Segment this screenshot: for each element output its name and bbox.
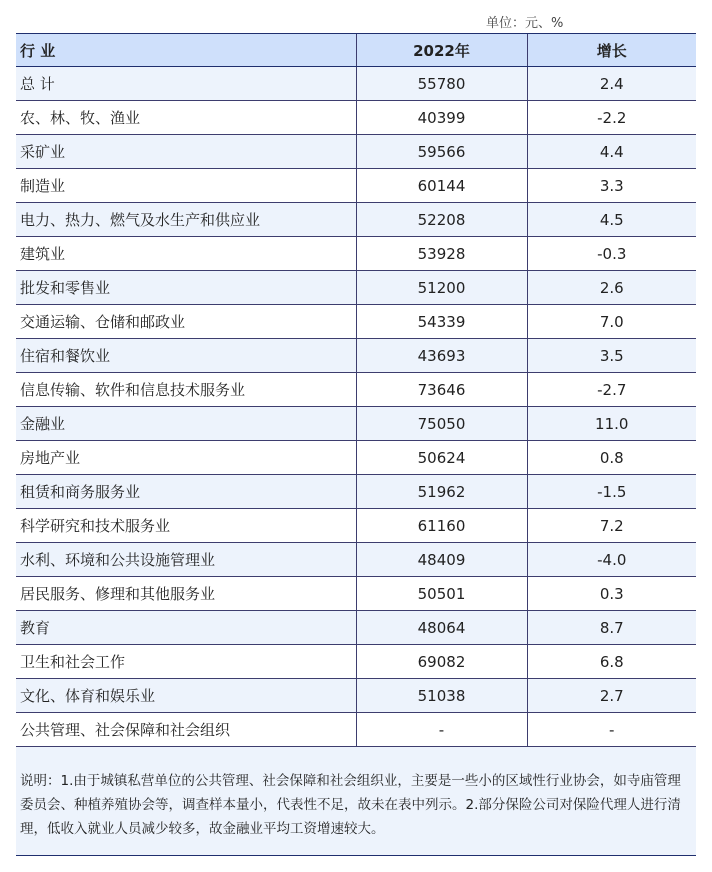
cell-industry: 农、林、牧、渔业: [16, 101, 356, 135]
table-row: [16, 169, 696, 203]
cell-industry: 公共管理、社会保障和社会组织: [16, 713, 356, 747]
cell-growth: 2.7: [527, 679, 696, 713]
cell-growth: 3.3: [527, 169, 696, 203]
table-row: [16, 543, 696, 577]
table-row: [16, 509, 696, 543]
header-growth: 增长: [527, 34, 696, 67]
cell-industry: 制造业: [16, 169, 356, 203]
table-row: [16, 407, 696, 441]
cell-growth: 0.8: [527, 441, 696, 475]
cell-wage-2022: 53928: [356, 237, 527, 271]
cell-wage-2022: 60144: [356, 169, 527, 203]
cell-growth: 4.5: [527, 203, 696, 237]
cell-industry: 文化、体育和娱乐业: [16, 679, 356, 713]
cell-industry: 租赁和商务服务业: [16, 475, 356, 509]
cell-industry: 教育: [16, 611, 356, 645]
cell-wage-2022: 73646: [356, 373, 527, 407]
cell-growth: -2.2: [527, 101, 696, 135]
cell-wage-2022: 69082: [356, 645, 527, 679]
cell-growth: 2.4: [527, 67, 696, 101]
table-row: [16, 203, 696, 237]
cell-wage-2022: 40399: [356, 101, 527, 135]
cell-industry: 建筑业: [16, 237, 356, 271]
cell-industry: 水利、环境和公共设施管理业: [16, 543, 356, 577]
table-row: [16, 271, 696, 305]
cell-wage-2022: 54339: [356, 305, 527, 339]
cell-wage-2022: 55780: [356, 67, 527, 101]
cell-growth: 7.2: [527, 509, 696, 543]
cell-industry: 住宿和餐饮业: [16, 339, 356, 373]
cell-wage-2022: 59566: [356, 135, 527, 169]
cell-growth: 2.6: [527, 271, 696, 305]
cell-growth: 4.4: [527, 135, 696, 169]
cell-wage-2022: 52208: [356, 203, 527, 237]
cell-growth: 11.0: [527, 407, 696, 441]
cell-growth: -2.7: [527, 373, 696, 407]
unit-label: 单位：元、%: [486, 16, 564, 31]
cell-industry: 电力、热力、燃气及水生产和供应业: [16, 203, 356, 237]
table-body: [16, 67, 696, 747]
cell-industry: 信息传输、软件和信息技术服务业: [16, 373, 356, 407]
table-row: [16, 645, 696, 679]
cell-industry: 总 计: [16, 67, 356, 101]
cell-growth: 6.8: [527, 645, 696, 679]
table-row: [16, 441, 696, 475]
cell-industry: 卫生和社会工作: [16, 645, 356, 679]
cell-industry: 交通运输、仓储和邮政业: [16, 305, 356, 339]
cell-industry: 金融业: [16, 407, 356, 441]
table-row: [16, 577, 696, 611]
header-year: 2022年: [356, 34, 527, 67]
cell-growth: 0.3: [527, 577, 696, 611]
cell-wage-2022: 61160: [356, 509, 527, 543]
table-row: [16, 475, 696, 509]
table-row: [16, 373, 696, 407]
table-row: [16, 67, 696, 101]
cell-wage-2022: -: [356, 713, 527, 747]
cell-growth: -1.5: [527, 475, 696, 509]
cell-growth: 7.0: [527, 305, 696, 339]
cell-growth: -4.0: [527, 543, 696, 577]
cell-wage-2022: 48409: [356, 543, 527, 577]
cell-industry: 房地产业: [16, 441, 356, 475]
table-row: [16, 305, 696, 339]
table-row: [16, 713, 696, 747]
table-row: [16, 679, 696, 713]
table-row: [16, 611, 696, 645]
cell-growth: 8.7: [527, 611, 696, 645]
cell-wage-2022: 75050: [356, 407, 527, 441]
cell-growth: -: [527, 713, 696, 747]
table-row: [16, 237, 696, 271]
cell-growth: 3.5: [527, 339, 696, 373]
cell-wage-2022: 43693: [356, 339, 527, 373]
cell-wage-2022: 48064: [356, 611, 527, 645]
cell-wage-2022: 50501: [356, 577, 527, 611]
table-row: [16, 135, 696, 169]
cell-industry: 居民服务、修理和其他服务业: [16, 577, 356, 611]
cell-wage-2022: 51200: [356, 271, 527, 305]
cell-growth: -0.3: [527, 237, 696, 271]
cell-industry: 批发和零售业: [16, 271, 356, 305]
table-header-row: [16, 34, 696, 67]
cell-wage-2022: 51038: [356, 679, 527, 713]
cell-wage-2022: 50624: [356, 441, 527, 475]
table-row: [16, 101, 696, 135]
header-industry: 行 业: [16, 34, 356, 67]
table-row: [16, 339, 696, 373]
cell-wage-2022: 51962: [356, 475, 527, 509]
footnote: 说明：1.由于城镇私营单位的公共管理、社会保障和社会组织业，主要是一些小的区域性行业协会，如寺庙管理委员会、种植养殖协会等，调查样本量小，代表性不足，故未在表中列示。2.部分保险公司对保险代理人进行清理，低收入就业人员减少较多，故金融业平均工资增速较大。: [16, 747, 696, 856]
wage-table: [16, 33, 696, 747]
cell-industry: 采矿业: [16, 135, 356, 169]
cell-industry: 科学研究和技术服务业: [16, 509, 356, 543]
